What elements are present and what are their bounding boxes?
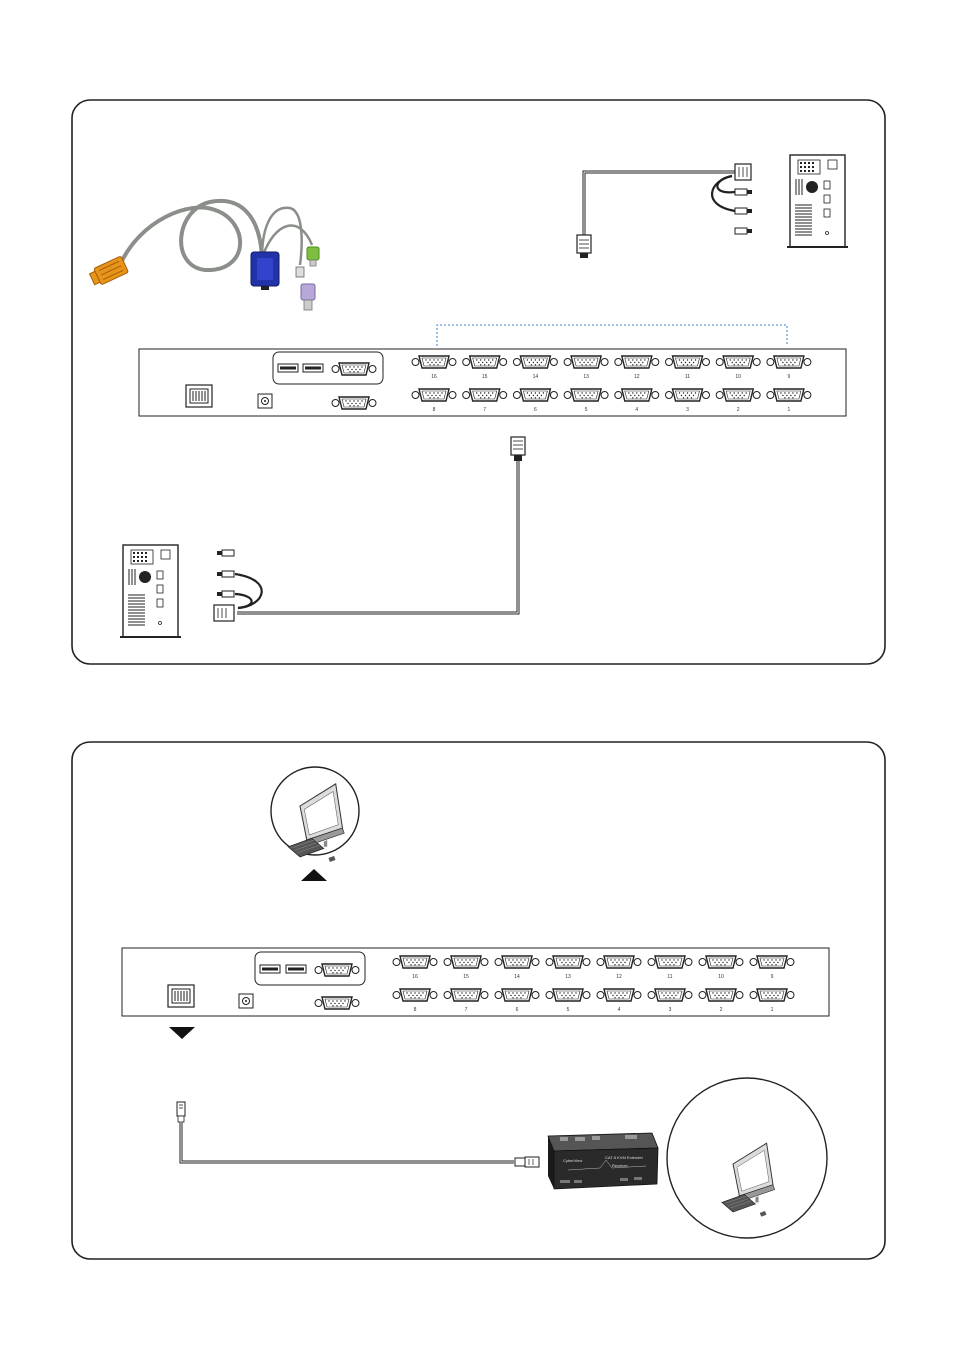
port-number-label: 1 xyxy=(787,407,791,413)
extender-model: CAT-5 KVM Extender xyxy=(605,1155,643,1160)
cat5-extender-receiver xyxy=(548,1133,658,1189)
port-number-label: 14 xyxy=(514,974,520,980)
port-number-label: 10 xyxy=(718,974,724,980)
port-number-label: 13 xyxy=(583,374,589,380)
remote-console-workstation xyxy=(667,1078,827,1238)
arrow-up-icon xyxy=(301,869,327,881)
port-number-label: 2 xyxy=(736,407,740,413)
port-number-label: 8 xyxy=(413,1007,417,1013)
dotted-port-link xyxy=(437,325,787,346)
port-number-label: 7 xyxy=(464,1007,468,1013)
local-console-workstation xyxy=(271,767,359,862)
port-number-label: 9 xyxy=(787,374,791,380)
port-number-label: 7 xyxy=(483,407,487,413)
port-number-label: 13 xyxy=(565,974,571,980)
port-number-label: 5 xyxy=(566,1007,570,1013)
port-number-label: 15 xyxy=(463,974,469,980)
port-number-label: 4 xyxy=(635,407,639,413)
port-number-label: 5 xyxy=(584,407,588,413)
port-number-label: 12 xyxy=(634,374,640,380)
pc-cable-bottom-left xyxy=(120,437,525,637)
pc-cable-top-right xyxy=(577,155,848,258)
port-number-label: 3 xyxy=(668,1007,672,1013)
port-number-label: 11 xyxy=(684,374,691,380)
port-number-label: 11 xyxy=(667,974,673,980)
port-number-label: 9 xyxy=(770,974,774,980)
port-number-label: 14 xyxy=(532,374,539,380)
kvm-switch-rear-panel-1 xyxy=(139,349,846,416)
port-number-label: 10 xyxy=(735,374,741,380)
port-number-label: 16 xyxy=(412,974,418,980)
port-number-label: 3 xyxy=(686,407,689,413)
port-number-label: 6 xyxy=(515,1007,519,1013)
port-number-label: 6 xyxy=(534,407,537,413)
arrow-down-icon xyxy=(169,1027,195,1039)
cat5-cable xyxy=(177,1102,539,1167)
port-number-label: 12 xyxy=(616,974,622,980)
port-number-label: 1 xyxy=(770,1007,774,1013)
port-number-label: 2 xyxy=(719,1007,723,1013)
port-number-label: 4 xyxy=(617,1007,621,1013)
extender-brand: CyberView xyxy=(563,1158,583,1163)
port-number-label: 15 xyxy=(481,374,488,380)
port-number-label: 16 xyxy=(431,374,437,380)
kvm-switch-rear-panel-2 xyxy=(122,948,829,1016)
extender-unit: Receiver xyxy=(612,1163,628,1168)
port-number-label: 8 xyxy=(432,407,436,413)
kvm-cable-illustration xyxy=(88,201,319,310)
